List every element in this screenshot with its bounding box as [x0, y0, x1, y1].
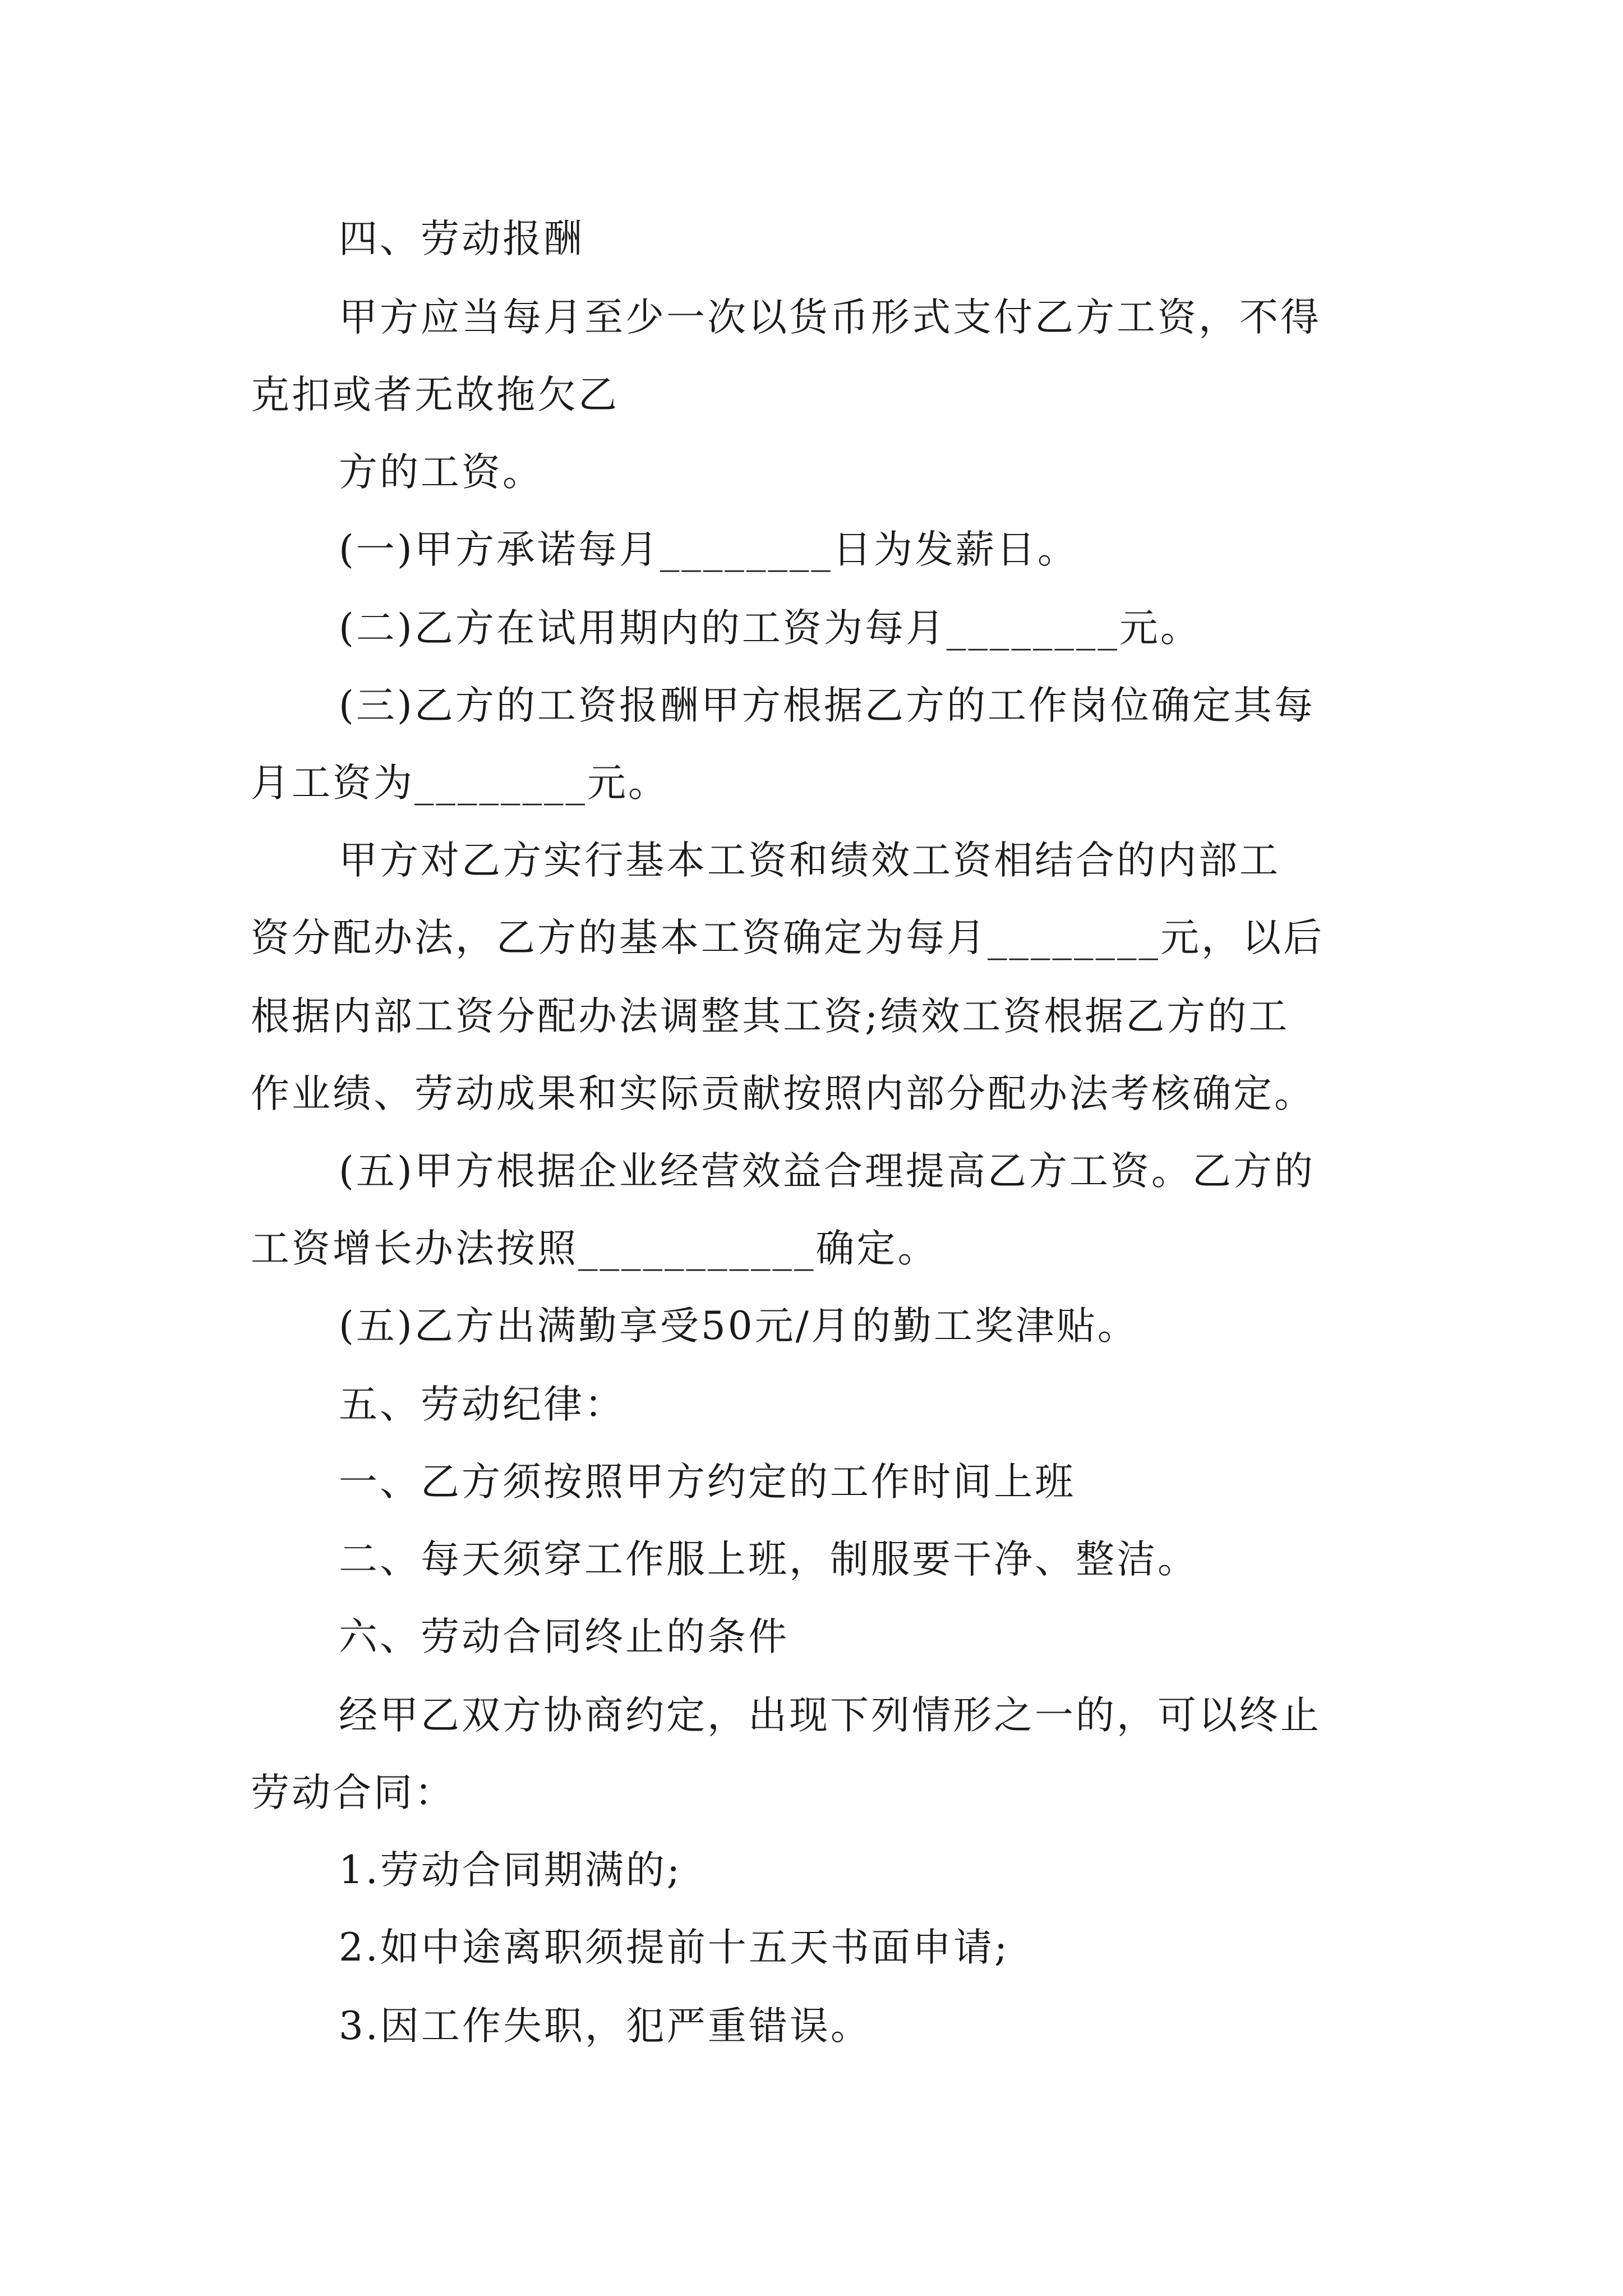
paragraph-line: 资分配办法，乙方的基本工资确定为每月________元，以后 — [251, 915, 1324, 960]
paragraph-line: 方的工资。 — [339, 450, 543, 495]
paragraph-line: 根据内部工资分配办法调整其工资;绩效工资根据乙方的工 — [251, 994, 1290, 1039]
paragraph-line: 甲方应当每月至少一次以货币形式支付乙方工资，不得 — [339, 295, 1321, 340]
paragraph-line: 经甲乙双方协商约定，出现下列情形之一的，可以终止 — [339, 1693, 1321, 1738]
clause-line: (五)甲方根据企业经营效益合理提高乙方工资。乙方的 — [339, 1149, 1315, 1194]
clause-line: (五)乙方出满勤享受50元/月的勤工奖津贴。 — [339, 1304, 1138, 1349]
section-heading-remuneration: 四、劳动报酬 — [339, 217, 584, 261]
clause-line: (三)乙方的工资报酬甲方根据乙方的工作岗位确定其每 — [339, 683, 1315, 728]
list-item: 1.劳动合同期满的; — [339, 1848, 683, 1893]
list-item: 3.因工作失职，犯严重错误。 — [339, 2004, 872, 2049]
clause-line: 二、每天须穿工作服上班，制服要干净、整洁。 — [339, 1537, 1198, 1582]
clause-line: 一、乙方须按照甲方约定的工作时间上班 — [339, 1460, 1076, 1504]
section-heading-termination: 六、劳动合同终止的条件 — [339, 1614, 789, 1659]
section-heading-discipline: 五、劳动纪律： — [339, 1382, 625, 1427]
clause-line: (一)甲方承诺每月________日为发薪日。 — [339, 527, 1078, 572]
paragraph-line: 劳动合同： — [251, 1770, 455, 1815]
list-item: 2.如中途离职须提前十五天书面申请; — [339, 1925, 1010, 1970]
clause-line: 月工资为________元。 — [251, 761, 669, 806]
paragraph-line: 克扣或者无故拖欠乙 — [251, 372, 619, 417]
clause-line: (二)乙方在试用期内的工资为每月________元。 — [339, 606, 1201, 651]
clause-line: 工资增长办法按照___________确定。 — [251, 1226, 939, 1271]
paragraph-line: 甲方对乙方实行基本工资和绩效工资相结合的内部工 — [339, 838, 1280, 883]
paragraph-line: 作业绩、劳动成果和实际贡献按照内部分配办法考核确定。 — [251, 1071, 1315, 1116]
